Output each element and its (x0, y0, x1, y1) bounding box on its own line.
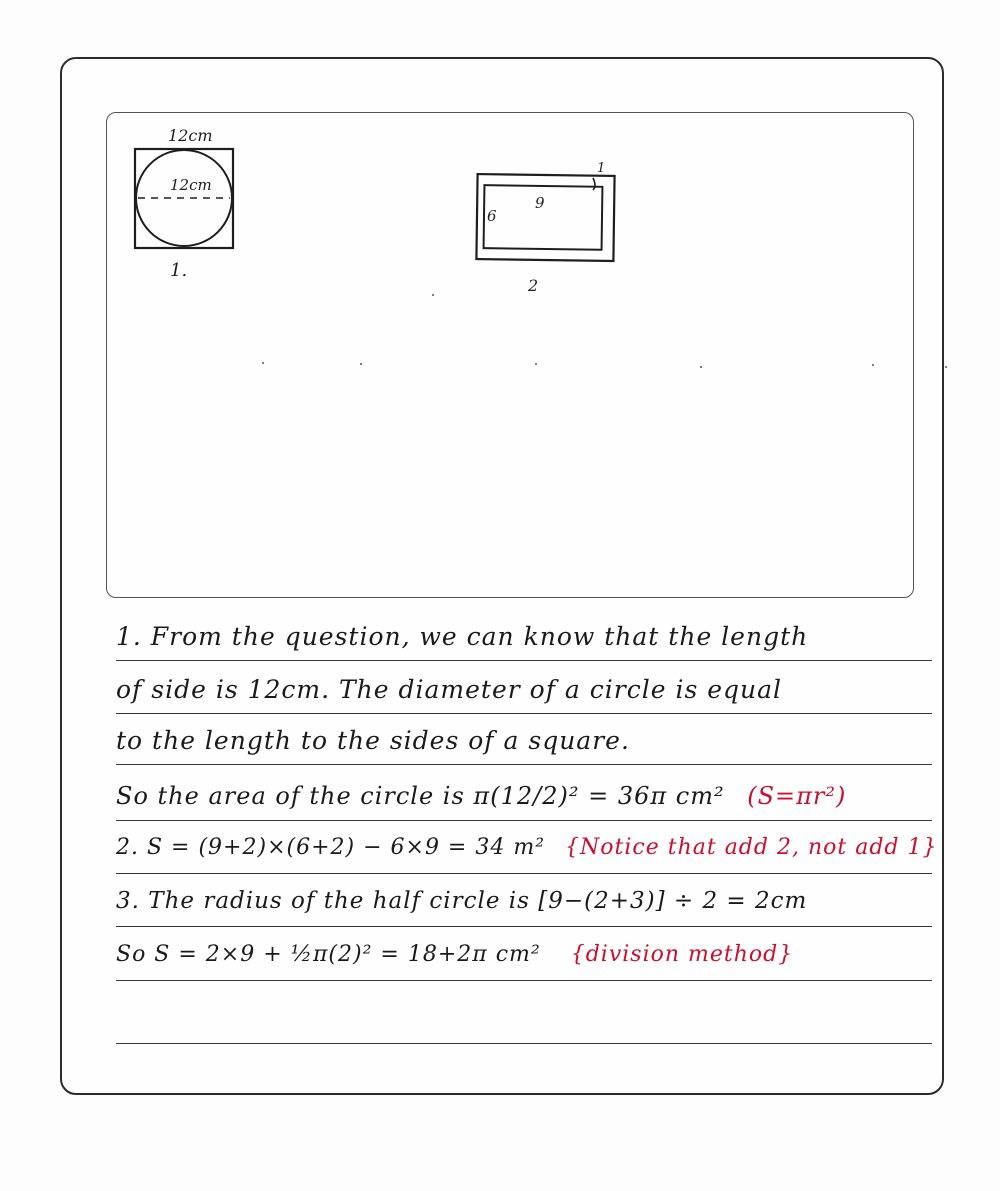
solution-line-6: 3. The radius of the half circle is [9−(2+3)] ÷ 2 = 2cm (116, 888, 808, 914)
fig2-long-label: 9 (535, 194, 545, 212)
figure-2 (476, 161, 614, 295)
solution-line-3: to the length to the sides of a square. (116, 726, 630, 755)
fig1-top-label: 12cm (168, 126, 213, 145)
solution-line-2: of side is 12cm. The diameter of a circle is equal (116, 675, 783, 704)
ruled-line (116, 1003, 932, 1044)
border-mark (593, 178, 595, 190)
solution-line-5 (116, 835, 937, 860)
fig2-short-label: 6 (487, 207, 497, 225)
line-4-text: So the area of the circle is π(12/2)² = 36π cm² (116, 782, 725, 810)
solution-line-4 (116, 782, 846, 810)
speck (700, 366, 702, 368)
figure-1 (135, 126, 233, 281)
line-5-text: 2. S = (9+2)×(6+2) − 6×9 = 34 m² (116, 835, 546, 860)
speck (535, 363, 537, 365)
speck (945, 366, 947, 368)
line-7-note: {division method} (570, 942, 794, 967)
solution-line-7 (116, 942, 793, 967)
solution-line-1: 1. From the question, we can know that the length (116, 622, 809, 651)
speck (360, 363, 362, 365)
fig2-border-label: 1 (597, 161, 606, 176)
line-7-text: So S = 2×9 + ½π(2)² = 18+2π cm² (116, 942, 541, 967)
line-4-note: (S=πr²) (747, 782, 847, 810)
speck (262, 362, 264, 364)
speck (872, 364, 874, 366)
fig2-number: 2 (528, 276, 539, 295)
fig1-inner-label: 12cm (170, 176, 212, 194)
fig1-number: 1. (170, 260, 188, 281)
speck (432, 294, 434, 296)
line-5-note: {Notice that add 2, not add 1} (565, 835, 938, 860)
